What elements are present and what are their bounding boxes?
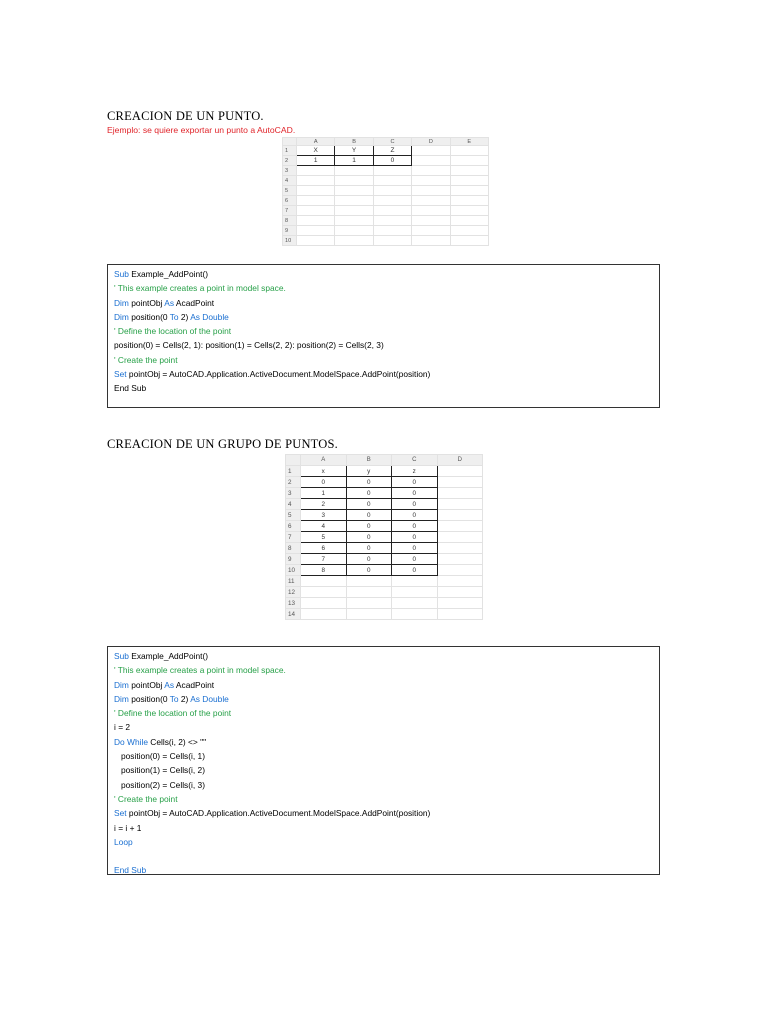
code-text: AcadPoint xyxy=(174,297,215,308)
sheet-cell: 0 xyxy=(392,499,438,510)
sheet-cell xyxy=(412,176,450,186)
row-number: 10 xyxy=(283,236,297,246)
sheet-cell xyxy=(335,196,373,206)
sheet-cell xyxy=(335,236,373,246)
code-line xyxy=(114,863,653,877)
sheet-cell xyxy=(335,176,373,186)
column-header: C xyxy=(373,138,411,146)
sheet-row xyxy=(283,156,489,166)
sheet-cell xyxy=(450,176,488,186)
code-keyword: To xyxy=(169,311,179,322)
sheet-cell: 6 xyxy=(301,543,347,554)
sheet-cell: 0 xyxy=(392,543,438,554)
sheet-cell xyxy=(335,206,373,216)
column-header: E xyxy=(450,138,488,146)
code-text: AcadPoint xyxy=(174,679,215,690)
code-keyword: Do While xyxy=(114,736,148,747)
column-header: B xyxy=(335,138,373,146)
row-number: 13 xyxy=(286,598,301,609)
sheet-cell xyxy=(373,186,411,196)
sheet-cell xyxy=(297,186,335,196)
sheet-row xyxy=(286,532,483,543)
code-line xyxy=(114,678,653,692)
sheet-cell xyxy=(373,196,411,206)
vba-code-block-single-point xyxy=(107,264,660,408)
code-comment: ' Create the point xyxy=(114,793,178,804)
row-number: 4 xyxy=(286,499,301,510)
sheet-row xyxy=(286,598,483,609)
sheet-row xyxy=(283,166,489,176)
sheet-cell xyxy=(297,206,335,216)
code-text: 2) xyxy=(178,693,191,704)
sheet-cell: Y xyxy=(335,146,373,156)
sheet-cell: 0 xyxy=(392,477,438,488)
sheet-cell: 0 xyxy=(392,488,438,499)
code-text: i = i + 1 xyxy=(114,822,142,833)
sheet-cell: 0 xyxy=(346,510,392,521)
column-header: D xyxy=(437,455,483,466)
sheet-cell: 8 xyxy=(301,565,347,576)
sheet-cell: 2 xyxy=(301,499,347,510)
code-line xyxy=(114,720,653,734)
code-keyword: Dim xyxy=(114,693,129,704)
column-header: A xyxy=(301,455,347,466)
code-keyword: As Double xyxy=(190,693,229,704)
sheet-cell: 0 xyxy=(346,543,392,554)
sheet-cell xyxy=(373,206,411,216)
sheet-row xyxy=(283,236,489,246)
sheet-row xyxy=(283,206,489,216)
row-number: 9 xyxy=(286,554,301,565)
code-text: pointObj = AutoCAD.Application.ActiveDocument.ModelSpace.AddPoint(position) xyxy=(126,369,431,380)
sheet-cell: 3 xyxy=(301,510,347,521)
sheet-cell: 0 xyxy=(346,565,392,576)
column-header: A xyxy=(297,138,335,146)
row-number: 3 xyxy=(286,488,301,499)
code-text: position(0) = Cells(i, 1) xyxy=(114,751,205,762)
sheet-cell xyxy=(437,598,483,609)
row-number: 8 xyxy=(286,543,301,554)
sheet-cell xyxy=(450,206,488,216)
sheet-cell xyxy=(335,186,373,196)
sheet-cell xyxy=(437,477,483,488)
sheet-cell: 0 xyxy=(392,521,438,532)
sheet-cell xyxy=(450,146,488,156)
sheet-corner-cell xyxy=(286,455,301,466)
sheet-cell xyxy=(412,236,450,246)
sheet-cell: 5 xyxy=(301,532,347,543)
sheet-cell xyxy=(450,186,488,196)
code-text: pointObj xyxy=(128,679,165,690)
sheet-cell xyxy=(346,576,392,587)
code-line xyxy=(114,663,653,677)
code-keyword: Loop xyxy=(114,836,133,847)
sheet-cell xyxy=(412,226,450,236)
code-line xyxy=(114,367,653,381)
sheet-cell: 0 xyxy=(373,156,411,166)
sheet-cell xyxy=(297,196,335,206)
code-keyword: Set xyxy=(114,369,127,380)
sheet-cell xyxy=(335,166,373,176)
sheet-cell xyxy=(450,236,488,246)
sheet-row xyxy=(286,543,483,554)
sheet-cell xyxy=(412,146,450,156)
sheet-cell: 0 xyxy=(392,554,438,565)
code-line xyxy=(114,324,653,338)
sheet-cell xyxy=(392,598,438,609)
code-line xyxy=(114,792,653,806)
code-comment: ' This example creates a point in model space. xyxy=(114,283,286,294)
sheet-row xyxy=(286,576,483,587)
sheet-cell xyxy=(437,521,483,532)
code-line xyxy=(114,649,653,663)
code-keyword: As xyxy=(164,297,175,308)
sheet-cell: 4 xyxy=(301,521,347,532)
row-number: 11 xyxy=(286,576,301,587)
sheet-cell xyxy=(373,166,411,176)
code-line xyxy=(114,821,653,835)
sheet-cell: Z xyxy=(373,146,411,156)
sheet-cell xyxy=(301,609,347,620)
code-comment: ' This example creates a point in model space. xyxy=(114,665,286,676)
sheet-cell xyxy=(412,166,450,176)
sheet-cell: 7 xyxy=(301,554,347,565)
code-keyword: Dim xyxy=(114,311,129,322)
sheet-cell: z xyxy=(392,466,438,477)
code-line xyxy=(114,381,653,395)
sheet-cell xyxy=(373,236,411,246)
code-line xyxy=(114,735,653,749)
code-text: End Sub xyxy=(114,383,147,394)
sheet-cell: 1 xyxy=(335,156,373,166)
sheet-cell xyxy=(346,609,392,620)
sheet-cell xyxy=(437,543,483,554)
sheet-row xyxy=(283,216,489,226)
row-number: 5 xyxy=(286,510,301,521)
row-number: 1 xyxy=(283,146,297,156)
code-comment: ' Define the location of the point xyxy=(114,708,232,719)
sheet-cell xyxy=(297,236,335,246)
sheet-cell xyxy=(412,186,450,196)
sheet-cell xyxy=(335,216,373,226)
sheet-row xyxy=(286,477,483,488)
code-keyword: End Sub xyxy=(114,865,147,876)
row-number: 7 xyxy=(286,532,301,543)
code-line xyxy=(114,835,653,849)
sheet-cell xyxy=(301,587,347,598)
sheet-cell xyxy=(437,510,483,521)
spreadsheet-single-point xyxy=(282,137,489,246)
row-number: 8 xyxy=(283,216,297,226)
sheet-cell xyxy=(297,166,335,176)
code-text: Cells(i, 2) <> "" xyxy=(147,736,207,747)
sheet-cell xyxy=(437,466,483,477)
section-title-point: CREACION DE UN PUNTO. xyxy=(107,109,264,123)
sheet-cell: 0 xyxy=(301,477,347,488)
sheet-corner-cell xyxy=(283,138,297,146)
sheet-row xyxy=(283,186,489,196)
code-line xyxy=(114,778,653,792)
row-number: 6 xyxy=(286,521,301,532)
sheet-cell: 1 xyxy=(297,156,335,166)
sheet-header-row xyxy=(283,138,489,146)
sheet-cell: 1 xyxy=(301,488,347,499)
code-text: i = 2 xyxy=(114,722,131,733)
code-text: Example_AddPoint() xyxy=(128,651,209,661)
code-keyword: Sub xyxy=(114,269,129,279)
row-number: 2 xyxy=(286,477,301,488)
code-keyword: Sub xyxy=(114,651,129,661)
code-keyword: Set xyxy=(114,808,127,819)
sheet-row xyxy=(286,554,483,565)
sheet-cell xyxy=(450,226,488,236)
column-header: D xyxy=(412,138,450,146)
code-line xyxy=(114,706,653,720)
sheet-cell: 0 xyxy=(346,532,392,543)
code-line xyxy=(114,338,653,352)
code-line xyxy=(114,849,653,863)
sheet-cell: 0 xyxy=(346,499,392,510)
sheet-row xyxy=(286,499,483,510)
sheet-cell xyxy=(335,226,373,236)
sheet-row xyxy=(286,488,483,499)
sheet-cell xyxy=(301,576,347,587)
row-number: 3 xyxy=(283,166,297,176)
row-number: 6 xyxy=(283,196,297,206)
sheet-row xyxy=(286,609,483,620)
row-number: 14 xyxy=(286,609,301,620)
vba-code-block-point-group xyxy=(107,646,660,875)
code-line xyxy=(114,296,653,310)
sheet-cell: 0 xyxy=(392,510,438,521)
sheet-row xyxy=(286,587,483,598)
sheet-cell xyxy=(392,576,438,587)
code-text: Example_AddPoint() xyxy=(128,269,209,279)
sheet-row xyxy=(283,196,489,206)
sheet-cell xyxy=(373,176,411,186)
column-header: B xyxy=(346,455,392,466)
sheet-cell: X xyxy=(297,146,335,156)
sheet-cell xyxy=(437,499,483,510)
code-comment: ' Define the location of the point xyxy=(114,326,232,337)
sheet-cell: 0 xyxy=(346,477,392,488)
code-line xyxy=(114,353,653,367)
sheet-cell xyxy=(437,565,483,576)
sheet-cell: 0 xyxy=(346,488,392,499)
sheet-cell: 0 xyxy=(346,554,392,565)
sheet-cell xyxy=(373,226,411,236)
sheet-cell xyxy=(437,532,483,543)
sheet-cell xyxy=(346,598,392,609)
sheet-header-row xyxy=(286,455,483,466)
sheet-cell xyxy=(412,156,450,166)
code-keyword: As xyxy=(164,679,175,690)
sheet-row xyxy=(286,565,483,576)
row-number: 2 xyxy=(283,156,297,166)
code-text: 2) xyxy=(178,311,191,322)
row-number: 5 xyxy=(283,186,297,196)
sheet-cell: 0 xyxy=(392,565,438,576)
sheet-cell xyxy=(437,609,483,620)
code-line xyxy=(114,763,653,777)
sheet-cell: x xyxy=(301,466,347,477)
sheet-row xyxy=(283,146,489,156)
sheet-cell xyxy=(412,206,450,216)
code-line xyxy=(114,806,653,820)
sheet-cell xyxy=(450,156,488,166)
code-keyword: Dim xyxy=(114,297,129,308)
code-text: pointObj xyxy=(128,297,165,308)
sheet-cell xyxy=(301,598,347,609)
code-text: position(2) = Cells(i, 3) xyxy=(114,779,205,790)
section-title-point-group: CREACION DE UN GRUPO DE PUNTOS. xyxy=(107,437,338,451)
sheet-cell xyxy=(297,226,335,236)
sheet-cell xyxy=(437,587,483,598)
code-text: position(0 xyxy=(128,311,170,322)
row-number: 10 xyxy=(286,565,301,576)
code-text: position(0 xyxy=(128,693,170,704)
code-keyword: To xyxy=(169,693,179,704)
sheet-cell xyxy=(437,488,483,499)
code-line xyxy=(114,281,653,295)
sheet-cell xyxy=(450,216,488,226)
sheet-cell: 0 xyxy=(346,521,392,532)
sheet-row xyxy=(286,510,483,521)
sheet-cell xyxy=(297,176,335,186)
row-number: 7 xyxy=(283,206,297,216)
row-number: 1 xyxy=(286,466,301,477)
sheet-cell xyxy=(346,587,392,598)
code-keyword: As Double xyxy=(190,311,229,322)
code-line xyxy=(114,310,653,324)
sheet-cell xyxy=(392,609,438,620)
code-line xyxy=(114,692,653,706)
row-number: 9 xyxy=(283,226,297,236)
sheet-cell: 0 xyxy=(392,532,438,543)
sheet-cell xyxy=(412,216,450,226)
sheet-cell xyxy=(412,196,450,206)
sheet-row xyxy=(286,521,483,532)
code-line xyxy=(114,267,653,281)
sheet-cell: y xyxy=(346,466,392,477)
sheet-cell xyxy=(392,587,438,598)
sheet-cell xyxy=(437,554,483,565)
row-number: 4 xyxy=(283,176,297,186)
code-text: position(0) = Cells(2, 1): position(1) = Cells(2, 2): position(2) = Cells(2, 3) xyxy=(114,340,384,351)
sheet-row xyxy=(283,176,489,186)
sheet-cell xyxy=(437,576,483,587)
sheet-cell xyxy=(373,216,411,226)
code-line xyxy=(114,749,653,763)
column-header: C xyxy=(392,455,438,466)
spreadsheet-point-group xyxy=(285,454,483,620)
code-text: pointObj = AutoCAD.Application.ActiveDocument.ModelSpace.AddPoint(position) xyxy=(126,808,431,819)
example-note: Ejemplo: se quiere exportar un punto a AutoCAD. xyxy=(107,125,296,135)
sheet-cell xyxy=(450,196,488,206)
row-number: 12 xyxy=(286,587,301,598)
sheet-cell xyxy=(450,166,488,176)
sheet-cell xyxy=(297,216,335,226)
code-comment: ' Create the point xyxy=(114,354,178,365)
sheet-row xyxy=(283,226,489,236)
sheet-row xyxy=(286,466,483,477)
code-text: position(1) = Cells(i, 2) xyxy=(114,765,205,776)
code-keyword: Dim xyxy=(114,679,129,690)
